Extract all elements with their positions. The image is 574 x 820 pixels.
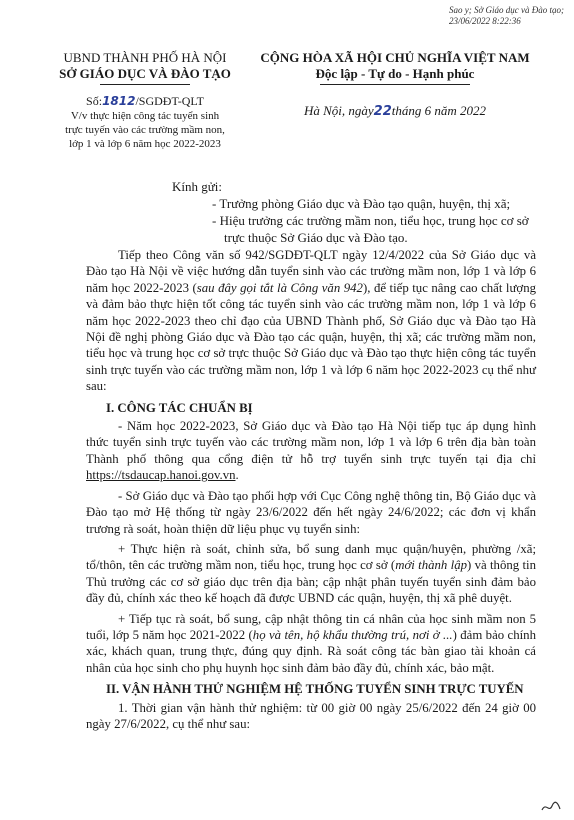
intro-text-b: ), để tiếp tục nâng cao chất lượng và đảm bảo thực hiện tốt công tác tuyển sinh vào các trường mầm non, lớp 1 và lớp 6 năm học 2022-2023 theo chỉ đạo của UBND Thành phố, Sở Giáo dục và Đào tạo Hà Nội đề nghị phòng Giáo dục và Đào tạo các quận, huyện, thị xã; các trường mầm non, tiểu học và trung học cơ sở trực thuộc Sở Giáo dục và Đào tạo thực hiện công tác tuyển sinh trực tuyến vào các trường mầm non, lớp 1 và lớp 6 năm học 2022-2023 cụ thể như sau: xyxy=(86,280,536,394)
date-handwritten: 22 xyxy=(373,104,392,119)
paragraph-3-text-b: ) và thông tin Thủ trưởng các cơ sở giáo dục trên địa bàn; cập nhật phân tuyến tuyển sinh đảm bảo đầy đủ, chính xác theo kế hoạch đã được UBND các quận, huyện, thị xã phê duyệt. xyxy=(86,558,536,606)
issuer-underline xyxy=(100,84,190,85)
paragraph-1-end: . xyxy=(235,468,239,483)
section-heading-1: I. CÔNG TÁC CHUẨN BỊ xyxy=(106,400,253,415)
recipients-block xyxy=(112,178,532,246)
stamp-line-2: 23/06/2022 8:22:36 xyxy=(448,16,521,26)
recipients-label: Kính gửi: xyxy=(172,179,223,194)
intro-italic: sau đây gọi tắt là Công văn 942 xyxy=(196,280,363,295)
paragraph-4-text-b: ) đảm bảo chính xác, khách quan, trung thực, đúng quy định. Rà soát công tác bàn giao tài khoản cá nhân của học sinh cho phụ huynh học sinh đảm bảo đầy đủ, chính xác, bảo mật. xyxy=(86,627,536,675)
subject-line: lớp 1 và lớp 6 năm học 2022-2023 xyxy=(69,138,221,150)
recipient-item-continued: trực thuộc Sở Giáo dục và Đào tạo. xyxy=(224,230,408,245)
document-number-handwritten: 1812 xyxy=(102,94,136,108)
intro-text-a: Tiếp theo Công văn số 942/SGDĐT-QLT ngày 12/4/2022 của Sở Giáo dục và Đào tạo Hà Nội về việc hướng dẫn tuyển sinh vào các trường mầm non, lớp 1 và lớp 6 năm học 2022-2023 ( xyxy=(86,248,536,295)
signature-mark-icon xyxy=(540,800,562,814)
motto-underline xyxy=(320,84,470,85)
issuer-header xyxy=(40,50,250,151)
national-header xyxy=(260,50,530,119)
portal-link[interactable]: https://tsdaucap.hanoi.gov.vn xyxy=(86,468,236,483)
paragraph-5: 1. Thời gian vận hành thử nghiệm: từ 00 giờ 00 ngày 25/6/2022 đến 24 giờ 00 ngày 27/6/2022, cụ thể như sau: xyxy=(86,700,536,731)
date-suffix: tháng 6 năm 2022 xyxy=(391,103,487,118)
document-number-prefix: Số: xyxy=(86,94,103,108)
paragraph-4-text-a: + Tiếp tục rà soát, bổ sung, cập nhật thông tin cá nhân của học sinh mầm non 5 tuổi, lớp 5 năm học 2021-2022 ( xyxy=(86,611,536,642)
intro-paragraph xyxy=(86,247,536,395)
paragraph-1 xyxy=(86,418,536,484)
recipient-item: - Hiệu trưởng các trường mầm non, tiểu học, trung học cơ sở xyxy=(212,213,529,228)
paragraph-4 xyxy=(86,611,536,677)
document-number-suffix: /SGDĐT-QLT xyxy=(135,94,204,108)
document-number xyxy=(40,94,250,109)
subject-line: trực tuyến vào các trường mầm non, xyxy=(65,124,225,136)
paragraph-3-italic: mới thành lập xyxy=(395,558,467,573)
subject-line: V/v thực hiện công tác tuyển sinh xyxy=(70,110,220,122)
document-body xyxy=(86,247,536,732)
issuer-org: UBND THÀNH PHỐ HÀ NỘI xyxy=(63,50,227,65)
issuer-dept: SỞ GIÁO DỤC VÀ ĐÀO TẠO xyxy=(59,66,231,81)
nation-title: CỘNG HÒA XÃ HỘI CHỦ NGHĨA VIỆT NAM xyxy=(260,50,530,65)
paragraph-2: - Sở Giáo dục và Đào tạo phối hợp với Cục Công nghệ thông tin, Bộ Giáo dục và Đào tạo mở Hệ thống từ ngày 23/6/2022 đến hết ngày 24/6/2022; các đơn vị khẩn trương rà soát, hoàn thiện dữ liệu phục vụ tuyển sinh: xyxy=(86,488,536,536)
paragraph-3-text-a: + Thực hiện rà soát, chỉnh sửa, bổ sung danh mục quận/huyện, phường /xã; tổ/thôn, tên các trường mầm non, tiểu học, trung học cơ sở ( xyxy=(86,541,536,573)
recipient-item: - Trưởng phòng Giáo dục và Đào tạo quận, huyện, thị xã; xyxy=(212,196,511,211)
copy-stamp xyxy=(449,5,564,27)
section-heading-2: II. VẬN HÀNH THỬ NGHIỆM HỆ THỐNG TUYỂN SINH TRỰC TUYẾN xyxy=(106,682,524,697)
date-prefix: Hà Nội, ngày xyxy=(303,103,374,118)
issue-date xyxy=(260,103,530,119)
stamp-line-1: Sao y; Sở Giáo dục và Đào tạo; xyxy=(448,5,564,15)
paragraph-4-italic: họ và tên, hộ khẩu thường trú, nơi ở ... xyxy=(252,627,453,642)
paragraph-1-text: - Năm học 2022-2023, Sở Giáo dục và Đào tạo Hà Nội tiếp tục áp dụng hình thức tuyển sinh trực tuyến vào các trường mầm non, lớp 1 và lớp 6 trên địa bàn toàn Thành phố thông qua cổng điện tử hỗ trợ tuyển sinh trực tuyến tại địa chỉ xyxy=(86,419,536,466)
national-motto: Độc lập - Tự do - Hạnh phúc xyxy=(315,66,475,81)
paragraph-3 xyxy=(86,541,536,607)
